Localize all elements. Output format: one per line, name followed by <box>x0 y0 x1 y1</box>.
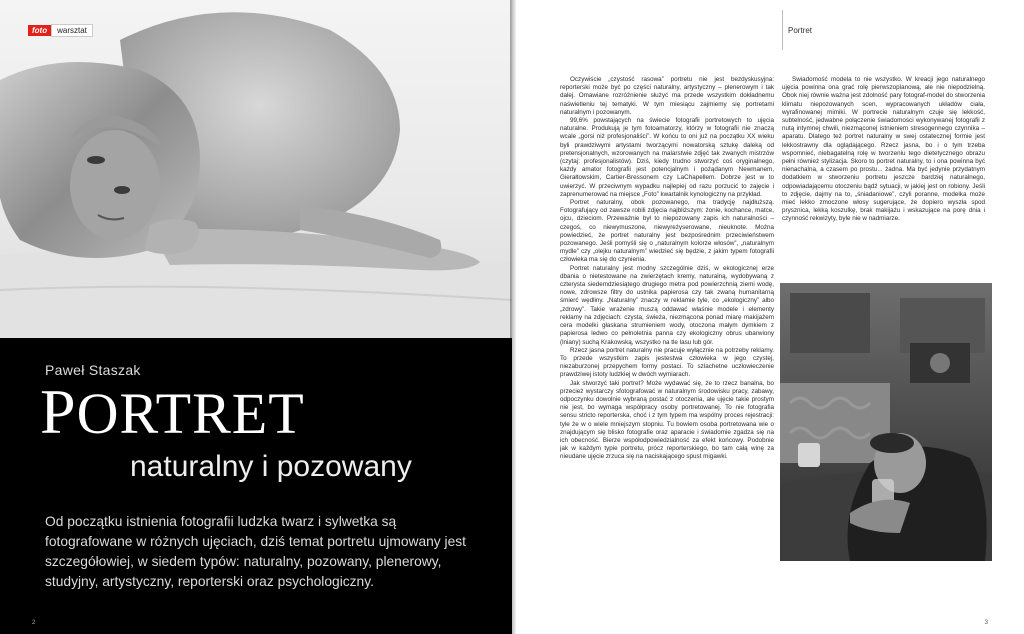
page-number-left: 2 <box>32 620 36 626</box>
man-drinking-photo <box>780 283 992 561</box>
article-title-text: PORTRET <box>40 376 305 447</box>
lead-paragraph: Od początku istnienia fotografii ludzka twarz i sylwetka są fotografowane w różnych ujęciach, dziś temat portretu ujmowany jest szczegółowiej, w siedem typów: naturalny, pozowany, plenerowy, studyjny, artystyczny, reporterski oraz psychologiczny. <box>45 514 467 589</box>
reclining-woman-image <box>0 0 512 338</box>
paragraph: Jak stworzyć taki portret? Może wydawać się, że to rzecz banalna, bo przecież wystarczy sfotografować w naturalnym środowisku pracy, zabawy, odpoczynku dowolnie wybraną postać z otoczenia, ale ujęcie takie prostym nie jest, bo wymaga współpracy osoby portretowanej. To nie fotografia sensu stricto reporterska, choć i z tym typem ma wspólny proces rejestracji: tyle że w o wiele mniejszym stopniu. Tu bowiem osoba portretowana wie o znajdującym się blisko fotografie oraz aparacie i świadomie zgadza się na ich obecność. Bierze współodpowiedzialność za efekt końcowy. Podobnie jak w każdym typie portretu, prócz reporterskiego, bo tam całą winę za nieudane ujęcie zrzuca się na naciskającego spust migawki. <box>560 379 774 461</box>
running-header: Portret <box>788 26 813 35</box>
paragraph: 99,6% powstających na świecie fotografii portretowych to ujęcia naturalne. Produkują je tym fotoamatorzy, którzy w fotografii nie znaczą wcale „gorsi niż profesjonaliści”. W końcu to oni już na początku XX wieku byli prawdziwymi artystami tworzącymi nowatorską sztukę daleką od pretensjonalnych, wzorowanych na malarstwie zdjęć tak zwanych mistrzów (czytaj: profesjonalistów). Dziś, kiedy trudno stworzyć coś oryginalnego, każdy amator fotografii jest potencjalnym i pożądanym Newmanem, Gierałtowskim, Cartier-Bressonem czy LaChapellem. Dobrze jest w to uwierzyć. W przeciwnym wypadku najlepiej od razu porzucić to zajęcie i zaprenumerować na miejsce „Foto” kwartalnik kynologiczny na przykład. <box>560 117 774 198</box>
portrait-photo <box>0 0 512 338</box>
paragraph: Portret naturalny jest modny szczególnie dziś, w ekologicznej erze dbania o nietestowane na zwierzętach kremy, naturalną, wydobywaną z czterysta siedemdziesiątego drugiego metra pod powierzchnią ziemi wodę, nowe, zdrowsze filtry do ustnika papierosa czy tak zwaną humanitarną śmierć wędliny. „Naturalny” znaczy w reklamie tyle, co „ekologiczny” albo „zdrowy”. Takie wrażenie muszą oddawać właśnie modele i elementy reklamy na zdjęciach: czysta, świeża, niezmącona ponad miarę makijażem cera modelki głaskana strumieniem wody, otoczona małym dymkiem z papierosa ledwo co pełnoletnia panna czy ekologiczny obrus ubarwiony (lniany) suchą Krakowską, wszystko na tle lasu lub gór. <box>560 264 774 346</box>
page-gutter <box>510 0 516 634</box>
page-number-right: 3 <box>984 620 988 626</box>
paragraph: Rzecz jasna portret naturalny nie pracuje wyłącznie na potrzeby reklamy. To przede wszystkim zapis jestestwa człowieka w jego czystej, niezaburzonej przepychem formy postaci. To szlachetne uczłowieczenie prawdziwej istoty ludzkiej w dwóch wymiarach. <box>560 346 774 379</box>
article-subtitle: naturalny i pozowany <box>130 450 412 483</box>
paragraph: Oczywiście „czystość rasowa” portretu nie jest bezdyskusyjna: reporterski może być po części naturalny, artystyczny – plenerowym i tak dalej. Omawiane rozróżnienie służyć ma przede wszystkim dokładnemu naświetleniu tej tematyki. W tym miesiącu zajmiemy się portretami naturalnym i pozowanym. <box>560 76 774 116</box>
right-page <box>512 0 1024 634</box>
author-name: Paweł Staszak <box>45 362 141 378</box>
paragraph: Portret naturalny, obok pozowanego, ma tradycję najdłuższą. Fotografujący od zawsze robili zdjęcia najbliższym: żonie, kochance, matce, ojcu, dzieciom. Przeważnie był to niepozowany zapis ich naturalności – czegoś, co niewymuszone, niewyreżyserowane, nieuknote. Można powiedzieć, że portret naturalny jest bezpośrednim przeciwieństwem pozowanego. Jeśli pomyśli się o „naturalnym kolorze włosów”, „naturalnym mydle” czy „olejku naturalnym” wiedzieć się będzie, z jakim typem fotografii człowieka ma się do czynienia. <box>560 199 774 264</box>
paragraph: Świadomość modela to nie wszystko. W kreacji jego naturalnego ujęcia powinna ona grać rolę pierwszoplanową, ale nie niepodzielną. Obok niej równie ważna jest zdolność pary fotograf-model do stworzenia klimatu niepozowanych scen, wypracowanych układów ciała, wyrafinowanej mimiki. W portrecie naturalnym czuje się lekkość, subtelność, jedwabne połączenie świadomości wykonywanej fotografii z nutą intymnej chwili, niezmąconej istnieniem stresogennego czynnika – aparatu. Dlatego też portret naturalny w swej ostatecznej formie jest lekkostrawny dla oglądającego. Rzecz jasna, bo i o tym trzeba wspomnieć, niebagatelną rolę w tworzeniu tego dietetycznego obrazu pełni również stylizacja. Skoro to portret naturalny, to i ona powinna być nienachalna, a czasem po prostu... żadna. Ma być jedynie przydatnym dodatkiem w stworzeniu portretu jeszcze bardziej naturalnego, odpowiadającemu otoczeniu bądź sytuacji, w jakiej jest on robiony. Jeśli to zdjęcie, dajmy na to, „śniadaniowe”, czyli poranne, modelka może mieć lekko zmoczone włosy sugerujące, że dopiero wyszła spod prysznica, lekką koszulkę, brak makijażu i wskazujące na porę dnia i czynność rekwizyty, byle nie w nadmiarze. <box>782 76 985 223</box>
text-column-1 <box>560 76 774 611</box>
text-column-2 <box>782 76 985 288</box>
section-tag <box>28 24 93 37</box>
section-tag-foto: foto <box>28 25 51 36</box>
section-tag-label: warsztat <box>51 24 93 37</box>
man-drinking-image <box>780 283 992 561</box>
header-divider <box>782 10 783 50</box>
article-title <box>40 376 305 447</box>
